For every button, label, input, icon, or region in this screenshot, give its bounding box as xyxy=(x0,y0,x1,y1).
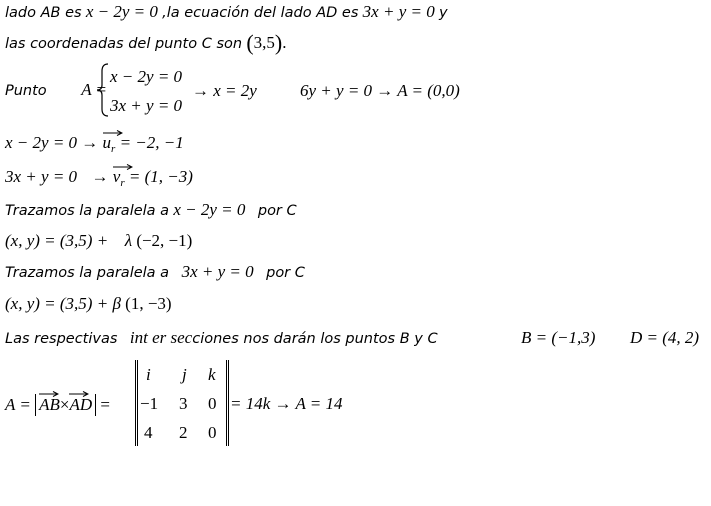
point-a-label: A = xyxy=(81,80,107,99)
point-b: B = (−1,3) xyxy=(521,328,596,347)
area-label: A = xyxy=(5,395,31,414)
vector-u-value: = −2, −1 xyxy=(119,133,184,152)
line10-text-a: Las respectivas xyxy=(5,331,118,347)
line-6 xyxy=(5,200,297,221)
line5-equation: 3x + y = 0 xyxy=(5,167,78,186)
line-7 xyxy=(5,231,192,251)
line10-intersec: int er sec xyxy=(129,328,193,347)
det-cell-2-3: 0 xyxy=(208,394,217,413)
line8-equation: 3x + y = 0 xyxy=(181,262,254,281)
system-result: → x = 2y xyxy=(192,81,257,100)
det-cell-3-1: 4 xyxy=(144,423,153,442)
equals-sign: = xyxy=(100,395,110,414)
line8-end: por C xyxy=(266,265,305,281)
vector-arrow-icon xyxy=(39,391,59,397)
vector-ab: AB xyxy=(39,394,60,416)
det-cell-3-2: 2 xyxy=(179,423,188,442)
det-cell-i: i xyxy=(146,365,151,384)
line6-end: por C xyxy=(257,203,297,219)
line1-text-b: ,la ecuación del lado AD es xyxy=(162,5,359,21)
line-2: las coordenadas del punto C son (3,5). xyxy=(5,30,287,55)
point-c: 3,5 xyxy=(253,33,275,52)
line2-end: . xyxy=(282,33,287,52)
cross-symbol: × xyxy=(59,395,70,414)
line-9 xyxy=(5,294,172,314)
line1-equation-ab: x − 2y = 0 xyxy=(85,2,158,21)
vector-ad: AD xyxy=(69,394,92,416)
line4-equation: x − 2y = 0 → xyxy=(5,133,99,152)
system-brace xyxy=(96,63,110,117)
det-cell-3-3: 0 xyxy=(208,423,217,442)
line6-text: Trazamos la paralela a xyxy=(5,203,170,219)
point-a-result: 6y + y = 0 → A = (0,0) xyxy=(300,81,460,100)
line-10 xyxy=(5,328,438,349)
line9-equation: (x, y) = (3,5) + xyxy=(5,294,109,313)
beta-symbol: β xyxy=(112,294,121,313)
det-cell-j: j xyxy=(182,365,187,384)
line9-vector: (1, −3) xyxy=(125,294,172,313)
vector-arrow-icon xyxy=(103,130,123,136)
line-11 xyxy=(5,394,110,416)
vector-v: $v_r$ xyxy=(113,167,125,193)
punto-label: Punto xyxy=(5,83,47,99)
vector-arrow-icon xyxy=(69,391,89,397)
system-equation-2: 3x + y = 0 xyxy=(110,96,183,115)
line7-vector: (−2, −1) xyxy=(136,231,193,250)
line6-equation: x − 2y = 0 xyxy=(173,200,246,219)
line-3 xyxy=(5,80,107,101)
area-result: = 14k → A = 14 xyxy=(230,394,343,413)
det-cell-2-1: −1 xyxy=(140,394,159,413)
vector-arrow-icon xyxy=(113,164,133,170)
line1-text-a: lado AB es xyxy=(5,5,82,21)
line10-text-b: ciones nos darán los puntos B y C xyxy=(192,331,438,347)
system-equation-1: x − 2y = 0 xyxy=(110,67,183,86)
determinant xyxy=(135,360,229,446)
vector-v-value: = (1, −3) xyxy=(128,167,193,186)
line-4 xyxy=(5,133,184,159)
cross-product-abs xyxy=(35,394,96,416)
det-cell-2-2: 3 xyxy=(179,394,188,413)
line1-text-c: y xyxy=(438,5,448,21)
lambda-symbol: λ xyxy=(124,231,133,250)
line-1 xyxy=(5,2,448,23)
line5-arrow: → xyxy=(91,167,109,186)
line-8 xyxy=(5,262,305,283)
line1-equation-ad: 3x + y = 0 xyxy=(362,2,435,21)
line2-text: las coordenadas del punto C son xyxy=(5,36,243,52)
line-5 xyxy=(5,167,193,193)
line7-equation: (x, y) = (3,5) + xyxy=(5,231,109,250)
vector-u: $u_r$ xyxy=(103,133,116,159)
det-cell-k: k xyxy=(208,365,216,384)
line8-text: Trazamos la paralela a xyxy=(5,265,170,281)
point-d: D = (4, 2) xyxy=(630,328,700,347)
